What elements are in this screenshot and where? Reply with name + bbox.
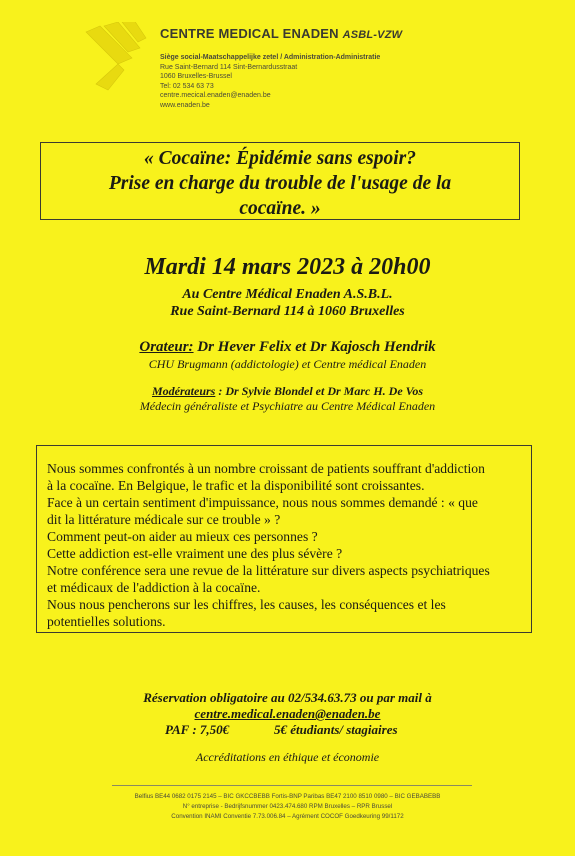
venue-line-2: Rue Saint-Bernard 114 à 1060 Bruxelles: [170, 304, 405, 319]
event-venue: [0, 286, 575, 320]
fee-standard: PAF : 7,50€: [165, 722, 230, 737]
event-date: Mardi 14 mars 2023 à 20h00: [144, 254, 431, 280]
description-line: Cette addiction est-elle vraiment une des plus sévère ?: [47, 546, 343, 561]
description-line: dit la littérature médicale sur ce trouble » ?: [47, 512, 281, 527]
website-line: www.enaden.be: [160, 101, 210, 109]
title-line-3: cocaïne. »: [239, 198, 321, 219]
speakers-block: [0, 339, 575, 372]
address-line-1: Rue Saint-Bernard 114 Sint-Bernardusstraat: [160, 63, 298, 71]
description-line: Face à un certain sentiment d'impuissance, nous nous sommes demandé : « que: [47, 495, 478, 510]
reservation-line: Réservation obligatoire au 02/534.63.73 ou par mail à: [143, 690, 432, 705]
accreditation-note: Accréditations en éthique et économie: [195, 750, 380, 764]
footer-bank-line: Belfius BE44 0682 0175 2145 – BIC GKCCBEBB Fortis-BNP Paribas BE47 2100 8510 0980 – BIC GEBABEBB: [134, 793, 441, 800]
footer-convention-line: Convention INAMI Conventie 7.73.006.84 – Agrément COCOF Goedkeuring 99/1172: [171, 813, 404, 820]
org-name: [160, 26, 402, 41]
moderators-line: [0, 384, 575, 399]
speakers-line: [0, 339, 575, 356]
org-contact-block: [160, 53, 380, 111]
moderators-names: : Dr Sylvie Blondel et Dr Marc H. De Vos: [215, 384, 423, 398]
description-line: Notre conférence sera une revue de la littérature sur divers aspects psychiatriques: [47, 563, 490, 578]
footer: [0, 792, 575, 822]
org-name-text: CENTRE MEDICAL ENADEN: [160, 26, 339, 41]
description-line: potentielles solutions.: [47, 614, 166, 629]
email-line: centre.mecical.enaden@enaden.be: [160, 92, 271, 100]
phone-line: Tel: 02 534 63 73: [160, 82, 214, 90]
speakers-affiliation: CHU Brugmann (addictologie) et Centre médical Enaden: [148, 357, 427, 371]
moderators-block: [0, 384, 575, 414]
footer-divider: [112, 785, 472, 786]
reservation-block: [0, 690, 575, 722]
seat-line: Siège social-Maatschappelijke zetel / Administration-Administratie: [160, 54, 381, 61]
description-line: Comment peut-on aider au mieux ces personnes ?: [47, 529, 318, 544]
description-line: et médicaux de l'addiction à la cocaïne.: [47, 580, 261, 595]
address-line-2: 1060 Bruxelles-Brussel: [160, 73, 232, 81]
title-line-1: « Cocaïne: Épidémie sans espoir?: [144, 148, 416, 169]
footer-company-line: N° entreprise - Bedrijfsnummer 0423.474.680 RPM Bruxelles – RPR Brussel: [182, 803, 393, 810]
description-line: Nous sommes confrontés à un nombre croissant de patients souffrant d'addiction: [47, 461, 485, 476]
description-line: à la cocaïne. En Belgique, le trafic et la disponibilité sont croissantes.: [47, 478, 425, 493]
description-line: Nous nous pencherons sur les chiffres, les causes, les conséquences et les: [47, 597, 446, 612]
speakers-names: Dr Hever Felix et Dr Kajosch Hendrik: [193, 339, 436, 355]
fee-reduced: 5€ étudiants/ stagiaires: [274, 722, 398, 737]
title-line-2: Prise en charge du trouble de l'usage de la: [108, 173, 452, 194]
reservation-email-link[interactable]: centre.medical.enaden@enaden.be: [194, 706, 381, 721]
description-box: [36, 445, 532, 633]
enaden-logo: [82, 22, 152, 92]
conference-title-box: [40, 142, 520, 220]
moderators-label: Modérateurs: [152, 384, 216, 398]
org-legal-form: ASBL-VZW: [342, 29, 403, 41]
speakers-label: Orateur:: [139, 339, 194, 355]
venue-line-1: Au Centre Médical Enaden A.S.B.L.: [182, 287, 393, 302]
moderators-roles: Médecin généraliste et Psychiatre au Centre Médical Enaden: [139, 399, 436, 413]
